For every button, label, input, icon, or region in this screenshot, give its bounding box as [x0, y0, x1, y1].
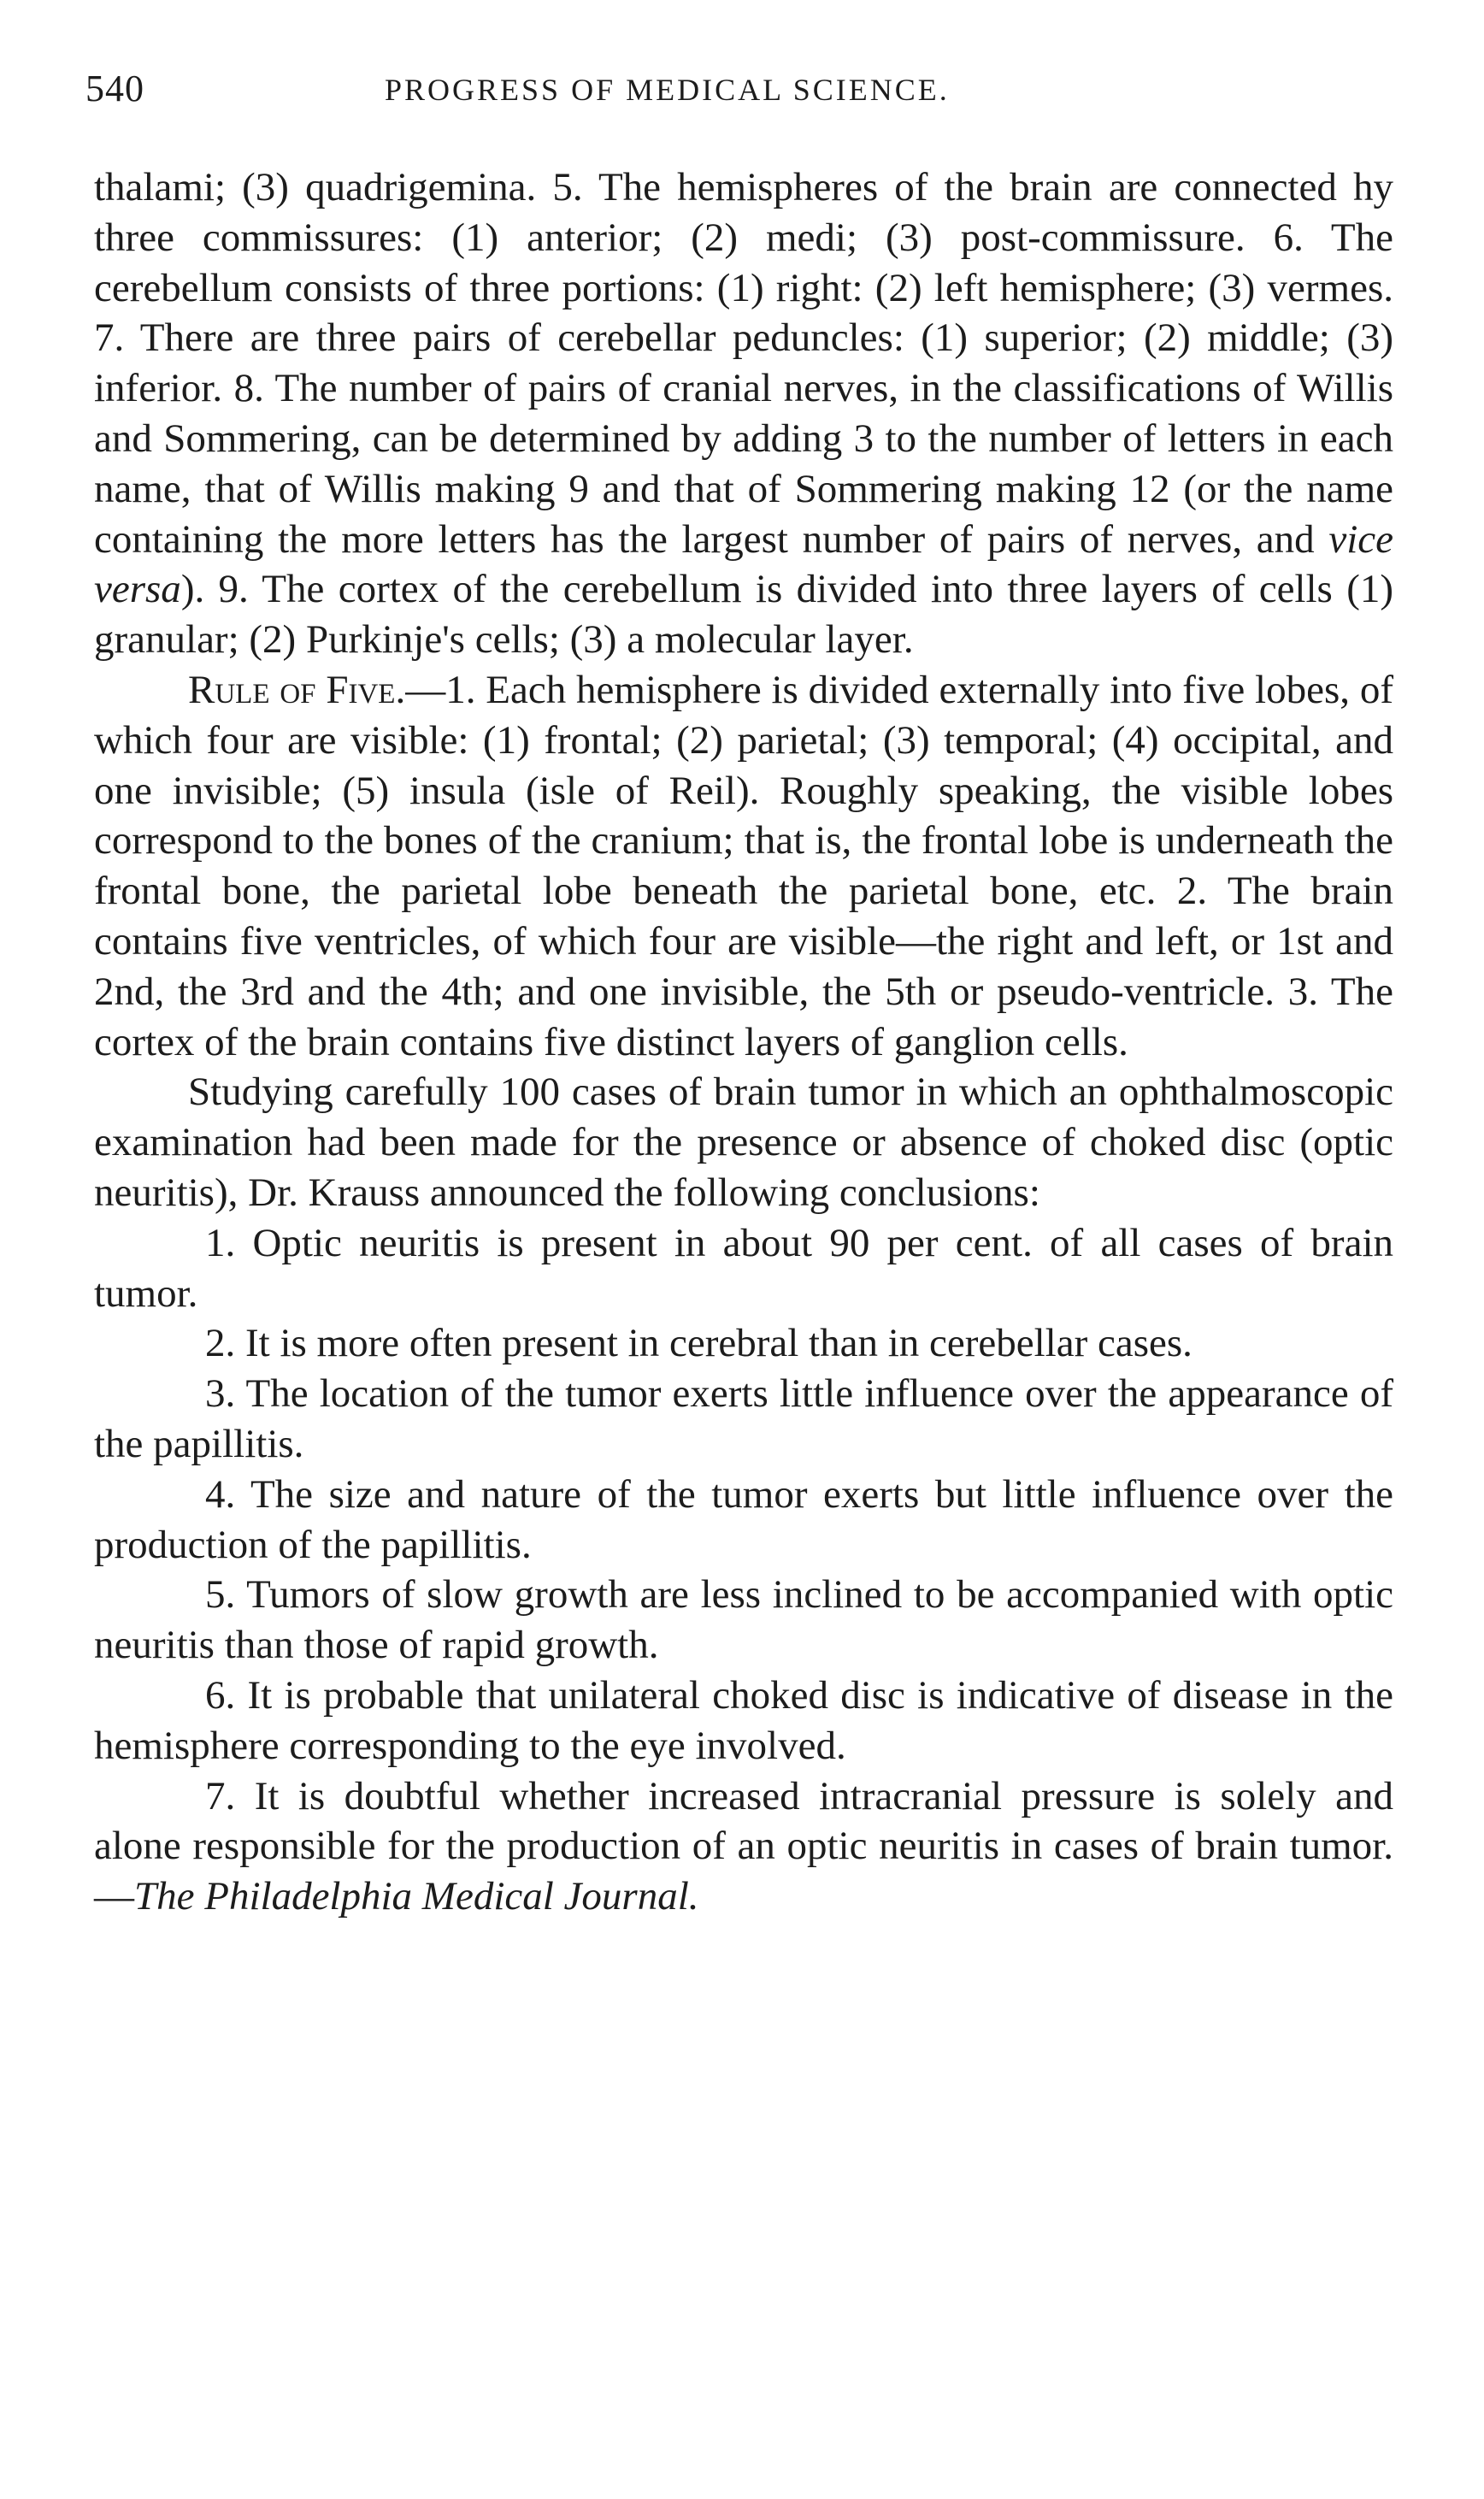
- italic-phrase: vice versa: [94, 516, 1393, 612]
- conclusion-item: [94, 1771, 1393, 1922]
- page-header: [85, 67, 1419, 118]
- conclusion-item: 5. Tumors of slow growth are less inclined to be accompanied with optic neuritis than those of rapid growth.: [94, 1572, 1393, 1668]
- paragraph-rule-of-five: [94, 665, 1393, 1067]
- conclusion-text: 7. It is doubtful whether increased intracranial pressure is solely and alone responsible for the production of an optic neuritis in cases of brain tumor.—: [94, 1773, 1393, 1919]
- paragraph-text: thalami; (3) quadrigemina. 5. The hemispheres of the brain are connected hy three commissures: (1) anterior; (2) medi; (3) post-commissure. 6. The cerebellum consists of three portions: (1) right: (2) left hemisphere; (3) vermes. 7. There are three pairs of cerebellar peduncles: (1) superior; (2) middle; (3) inferior. 8. The number of pairs of cranial nerves, in the classifications of Willis and Sommering, can be determined by adding 3 to the number of letters in each name, that of Willis making 9 and that of Sommering making 12 (or the name containing the more letters has the largest number of pairs of nerves, and: [94, 165, 1393, 562]
- conclusion-item: 2. It is more often present in cerebral than in cerebellar cases.: [205, 1321, 1192, 1366]
- paragraph-text: —1. Each hemisphere is divided externally into five lobes, of which four are visible: (1) frontal; (2) parietal; (3) temporal; (4) occipital, and one invisible; (5) insula (isle of Reil). Roughly speaking, the visible lobes correspond to the bones of the cranium; that is, the frontal lobe is underneath the frontal bone, the parietal lobe beneath the parietal bone, etc. 2. The brain contains five ventricles, of which four are visible—the right and left, or 1st and 2nd, the 3rd and the 4th; and one invisible, the 5th or pseudo-ventricle. 3. The cortex of the brain contains five distinct layers of ganglion cells.: [94, 667, 1393, 1064]
- source-citation: The Philadelphia Medical Journal.: [134, 1874, 699, 1919]
- conclusion-item: 3. The location of the tumor exerts little influence over the appearance of the papillitis.: [94, 1371, 1393, 1466]
- paragraph-krauss: Studying carefully 100 cases of brain tumor in which an ophthalmoscopic examination had been made for the presence or absence of choked disc (optic neuritis), Dr. Krauss announced the following conclusions:: [94, 1070, 1393, 1215]
- paragraph-continued: [94, 162, 1393, 665]
- conclusion-item: 1. Optic neuritis is present in about 90 per cent. of all cases of brain tumor.: [94, 1220, 1393, 1316]
- conclusion-item: 6. It is probable that unilateral choked disc is indicative of disease in the hemisphere corresponding to the eye involved.: [94, 1672, 1393, 1768]
- paragraph-text: ). 9. The cortex of the cerebellum is divided into three layers of cells (1) granular; (2) Purkinje's cells; (3) a molecular layer.: [94, 567, 1393, 663]
- body-text: [94, 162, 1393, 1922]
- section-heading: Rule of Five.: [188, 667, 406, 712]
- page-number: 540: [85, 68, 144, 109]
- conclusion-item: 4. The size and nature of the tumor exerts but little influence over the production of the papillitis.: [94, 1471, 1393, 1567]
- running-head: PROGRESS OF MEDICAL SCIENCE.: [385, 73, 950, 107]
